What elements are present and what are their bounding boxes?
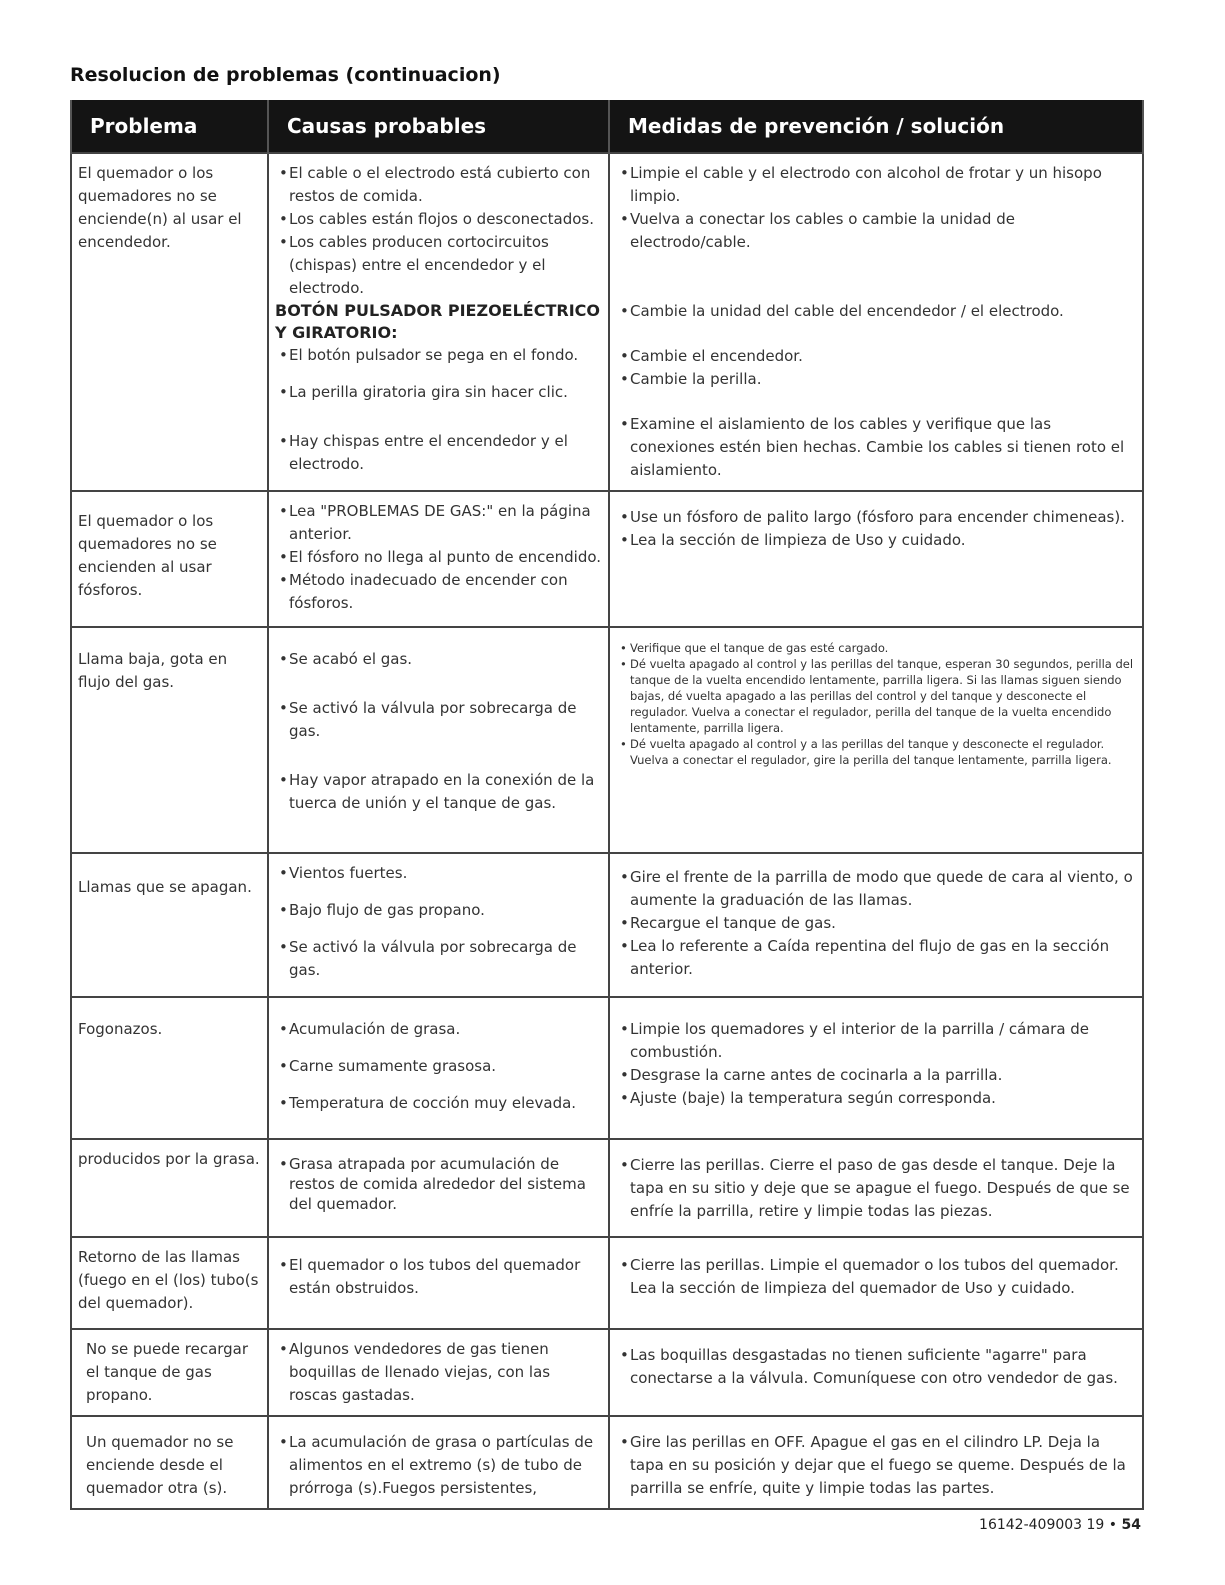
cause-item: • La perilla giratoria gira sin hacer clic. — [275, 381, 602, 404]
cause-item: • El quemador o los tubos del quemador están obstruidos. — [275, 1254, 602, 1300]
cause-item: • Hay vapor atrapado en la conexión de la tuerca de unión y el tanque de gas. — [275, 769, 602, 815]
cause-item: • Vientos fuertes. — [275, 862, 602, 885]
problem-cell: Retorno de las llamas (fuego en el (los) tubo(s del quemador). — [71, 1237, 268, 1329]
cause-item: • Se acabó el gas. — [275, 648, 602, 671]
solution-item: • Use un fósforo de palito largo (fósforo para encender chimeneas). — [616, 506, 1136, 529]
solution-item: • Lea lo referente a Caída repentina del flujo de gas en la sección anterior. — [616, 935, 1136, 981]
solution-item: • Verifique que el tanque de gas esté cargado. — [616, 640, 1136, 656]
solution-item: • Limpie el cable y el electrodo con alcohol de frotar y un hisopo limpio. — [616, 162, 1136, 208]
problem-cell: producidos por la grasa. — [71, 1139, 268, 1237]
page-title: Resolucion de problemas (continuacion) — [70, 64, 501, 86]
problem-cell: Un quemador no se enciende desde el quemador otra (s). — [71, 1416, 268, 1509]
cause-item: • Se activó la válvula por sobrecarga de gas. — [275, 936, 602, 982]
causes-cell — [268, 853, 609, 997]
cause-item: • Acumulación de grasa. — [275, 1018, 602, 1041]
solution-item: • Gire el frente de la parrilla de modo que quede de cara al viento, o aumente la graduación de las llamas. — [616, 866, 1136, 912]
solutions-cell — [609, 491, 1143, 627]
solutions-cell — [609, 1237, 1143, 1329]
problem-cell: No se puede recargar el tanque de gas propano. — [71, 1329, 268, 1416]
solution-item: • Examine el aislamiento de los cables y verifique que las conexiones estén bien hechas. Cambie los cables si tienen roto el aislamiento. — [616, 413, 1136, 482]
cause-heading: BOTÓN PULSADOR PIEZOELÉCTRICO Y GIRATORIO: — [275, 301, 601, 342]
header-problem: Problema — [71, 100, 268, 153]
causes-cell — [268, 1237, 609, 1329]
solution-item: • Dé vuelta apagado al control y las perillas del tanque, esperan 30 segundos, perilla del tanque de la vuelta encendido lentamente, parrilla ligera. Si las llamas siguen siendo bajas, dé vuelta apagado a las perillas del control y del tanque y desconecte el regulador. Vuelva a conectar el regulador, perilla del tanque de la vuelta encendido lentamente, parrilla ligera. — [616, 656, 1136, 736]
solutions-cell — [609, 853, 1143, 997]
problem-cell: Llama baja, gota en flujo del gas. — [71, 627, 268, 853]
solutions-cell — [609, 1329, 1143, 1416]
solution-item: • Lea la sección de limpieza de Uso y cuidado. — [616, 529, 1136, 552]
solution-item: • Cambie la unidad del cable del encendedor / el electrodo. — [616, 300, 1136, 323]
cause-item: • El fósforo no llega al punto de encendido. — [275, 546, 602, 569]
troubleshooting-table — [70, 100, 1144, 1510]
cause-item: • Carne sumamente grasosa. — [275, 1055, 602, 1078]
solution-item: • Recargue el tanque de gas. — [616, 912, 1136, 935]
page-number — [979, 1517, 1141, 1533]
solutions-cell — [609, 1416, 1143, 1509]
table-row — [71, 1237, 1143, 1329]
solutions-cell — [609, 627, 1143, 853]
solution-item: • Dé vuelta apagado al control y a las perillas del tanque y desconecte el regulador. Vuelva a conectar el regulador, gire la perilla del tanque lentamente, parrilla ligera. — [616, 736, 1136, 768]
page-num: 54 — [1121, 1517, 1141, 1533]
causes-cell — [268, 1416, 609, 1509]
cause-item: • Se activó la válvula por sobrecarga de gas. — [275, 697, 602, 743]
table-header-row — [71, 100, 1143, 153]
cause-item: • Los cables producen cortocircuitos (chispas) entre el encendedor y el electrodo. — [275, 231, 602, 300]
causes-cell — [268, 491, 609, 627]
solutions-cell — [609, 153, 1143, 491]
header-solutions: Medidas de prevención / solución — [609, 100, 1143, 153]
causes-cell — [268, 1139, 609, 1237]
cause-item: • Algunos vendedores de gas tienen boquillas de llenado viejas, con las roscas gastadas. — [275, 1338, 602, 1407]
solutions-cell — [609, 1139, 1143, 1237]
table-row — [71, 997, 1143, 1139]
causes-cell — [268, 997, 609, 1139]
cause-item: • Los cables están flojos o desconectados. — [275, 208, 602, 231]
solution-item: • Cierre las perillas. Limpie el quemador o los tubos del quemador. Lea la sección de limpieza del quemador de Uso y cuidado. — [616, 1254, 1136, 1300]
separator: • — [1108, 1517, 1118, 1533]
cause-item: • Lea "PROBLEMAS DE GAS:" en la página anterior. — [275, 500, 602, 546]
problem-cell: El quemador o los quemadores no se enciende(n) al usar el encendedor. — [71, 153, 268, 491]
causes-cell — [268, 1329, 609, 1416]
cause-item: • La acumulación de grasa o partículas de alimentos en el extremo (s) de tubo de prórroga (s).Fuegos persistentes, — [275, 1431, 602, 1500]
cause-item: • El botón pulsador se pega en el fondo. — [275, 344, 602, 367]
cause-item: • Bajo flujo de gas propano. — [275, 899, 602, 922]
cause-item: • El cable o el electrodo está cubierto con restos de comida. — [275, 162, 602, 208]
table-row — [71, 1139, 1143, 1237]
cause-item: • Método inadecuado de encender con fósforos. — [275, 569, 602, 615]
header-causes: Causas probables — [268, 100, 609, 153]
cause-item: • Temperatura de cocción muy elevada. — [275, 1092, 602, 1115]
problem-cell: Llamas que se apagan. — [71, 853, 268, 997]
table-row — [71, 1329, 1143, 1416]
solution-item: • Vuelva a conectar los cables o cambie la unidad de electrodo/cable. — [616, 208, 1136, 254]
table-row — [71, 153, 1143, 491]
cause-item: • Grasa atrapada por acumulación de restos de comida alrededor del sistema del quemador. — [275, 1154, 602, 1214]
table-row — [71, 491, 1143, 627]
solution-item: • Limpie los quemadores y el interior de la parrilla / cámara de combustión. — [616, 1018, 1136, 1064]
problem-cell: Fogonazos. — [71, 997, 268, 1139]
solution-item: • Cierre las perillas. Cierre el paso de gas desde el tanque. Deje la tapa en su sitio y deje que se apague el fuego. Después de que se enfríe la parrilla, retire y limpie todas las piezas. — [616, 1154, 1136, 1223]
table-row — [71, 1416, 1143, 1509]
solution-item: • Desgrase la carne antes de cocinarla a la parrilla. — [616, 1064, 1136, 1087]
solutions-cell — [609, 997, 1143, 1139]
table-row — [71, 853, 1143, 997]
solution-item: • Las boquillas desgastadas no tienen suficiente "agarre" para conectarse a la válvula. Comuníquese con otro vendedor de gas. — [616, 1344, 1136, 1390]
causes-cell — [268, 153, 609, 491]
problem-cell: El quemador o los quemadores no se encienden al usar fósforos. — [71, 491, 268, 627]
cause-item: • Hay chispas entre el encendedor y el electrodo. — [275, 430, 602, 476]
table-row — [71, 627, 1143, 853]
document-code: 16142-409003 19 — [979, 1517, 1105, 1533]
causes-cell — [268, 627, 609, 853]
solution-item: • Cambie la perilla. — [616, 368, 1136, 391]
solution-item: • Gire las perillas en OFF. Apague el gas en el cilindro LP. Deja la tapa en su posición y dejar que el fuego se queme. Después de la parrilla se enfríe, quite y limpie todas las partes. — [616, 1431, 1136, 1500]
solution-item: • Cambie el encendedor. — [616, 345, 1136, 368]
solution-item: • Ajuste (baje) la temperatura según corresponda. — [616, 1087, 1136, 1110]
